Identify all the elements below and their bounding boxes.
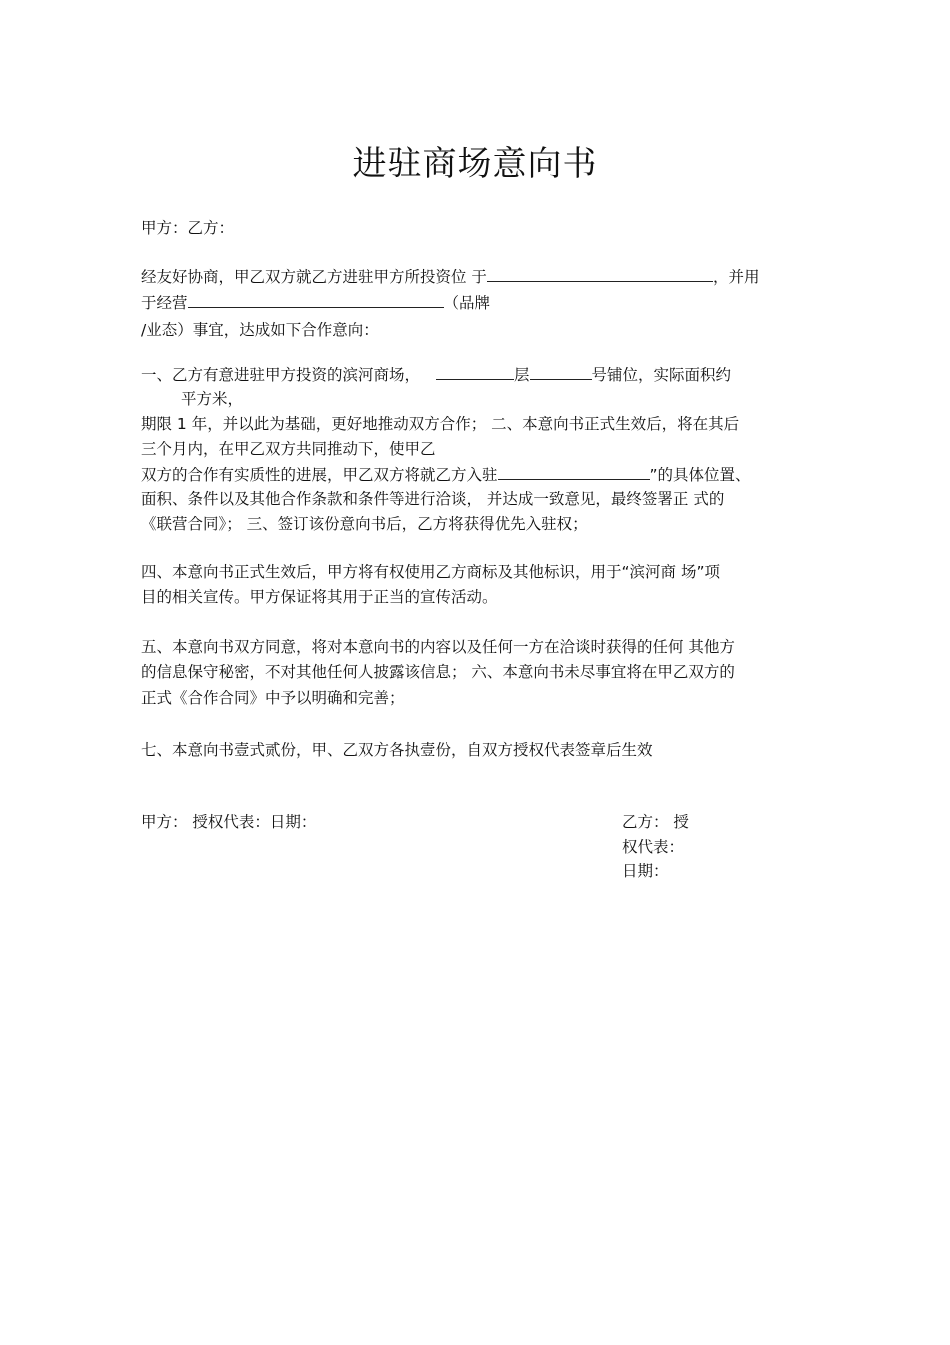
party-b-signature-line-3: 日期： — [622, 862, 669, 880]
clause1-line-1-text: 一、乙方有意进驻甲方投资的滨河商场， — [141, 366, 421, 384]
clause5-line-1: 五、本意向书双方同意，将对本意向书的内容以及任何一方在洽谈时获得的任何 其他方 — [141, 638, 735, 656]
intro-line-1-end: ，并用 — [712, 268, 760, 286]
shop-number-blank — [530, 364, 592, 380]
clause4-line-1: 四、本意向书正式生效后，甲方将有权使用乙方商标及其他标识，用于“滨河商 场”项 — [141, 563, 720, 581]
intro-line-3: /业态）事宜，达成如下合作意向： — [141, 321, 379, 339]
clause5-line-2: 的信息保守秘密，不对其他任何人披露该信息； 六、本意向书未尽事宜将在甲乙双方的 — [141, 663, 735, 681]
document-title: 进驻商场意向书 — [352, 144, 598, 184]
clause1-line-1-end: 号铺位，实际面积约 — [591, 366, 732, 384]
intro-line-2-end: （品牌 — [443, 294, 491, 312]
clause1-line-5-end: ”的具体位置、 — [649, 466, 751, 484]
clause1-line-2: 平方米， — [181, 390, 244, 408]
party-b-signature-line-2: 权代表： — [622, 838, 685, 856]
party-b-signature-line-1: 乙方： 授 — [622, 813, 689, 831]
clause1-line-4: 三个月内，在甲乙双方共同推动下，使甲乙 — [141, 440, 436, 458]
brand-blank — [498, 464, 650, 480]
intro-line-1 — [141, 266, 759, 287]
clause4-line-2: 目的相关宣传。甲方保证将其用于正当的宣传活动。 — [141, 588, 498, 606]
floor-blank — [436, 364, 514, 380]
clause7-line: 七、本意向书壹式贰份，甲、乙双方各执壹份，自双方授权代表签章后生效 — [141, 741, 653, 759]
intro-line-2 — [141, 292, 490, 313]
party-a-signature: 甲方： 授权代表：日期： — [141, 813, 317, 831]
clause1-line-6: 面积、条件以及其他合作条款和条件等进行洽谈， 并达成一致意见，最终签署正 式的 — [141, 490, 725, 508]
clause1-line-5 — [141, 464, 751, 485]
clause1-line-3: 期限 1 年，并以此为基础，更好地推动双方合作； 二、本意向书正式生效后，将在其后 — [141, 415, 740, 433]
floor-label: 层 — [514, 366, 530, 384]
business-blank — [188, 292, 444, 308]
parties-line: 甲方：乙方： — [141, 219, 235, 237]
clause1-line-7: 《联营合同》； 三、签订该份意向书后，乙方将获得优先入驻权； — [141, 515, 588, 533]
clause5-line-3: 正式《合作合同》中予以明确和完善； — [141, 689, 405, 707]
intro-line-2-text: 于经营 — [141, 294, 188, 312]
clause1-line-5-text: 双方的合作有实质性的进展，甲乙双方将就乙方入驻 — [141, 466, 498, 484]
location-blank — [487, 266, 713, 282]
intro-line-1-text: 经友好协商，甲乙双方就乙方进驻甲方所投资位 于 — [141, 268, 487, 286]
clause1-line-1 — [141, 364, 731, 385]
